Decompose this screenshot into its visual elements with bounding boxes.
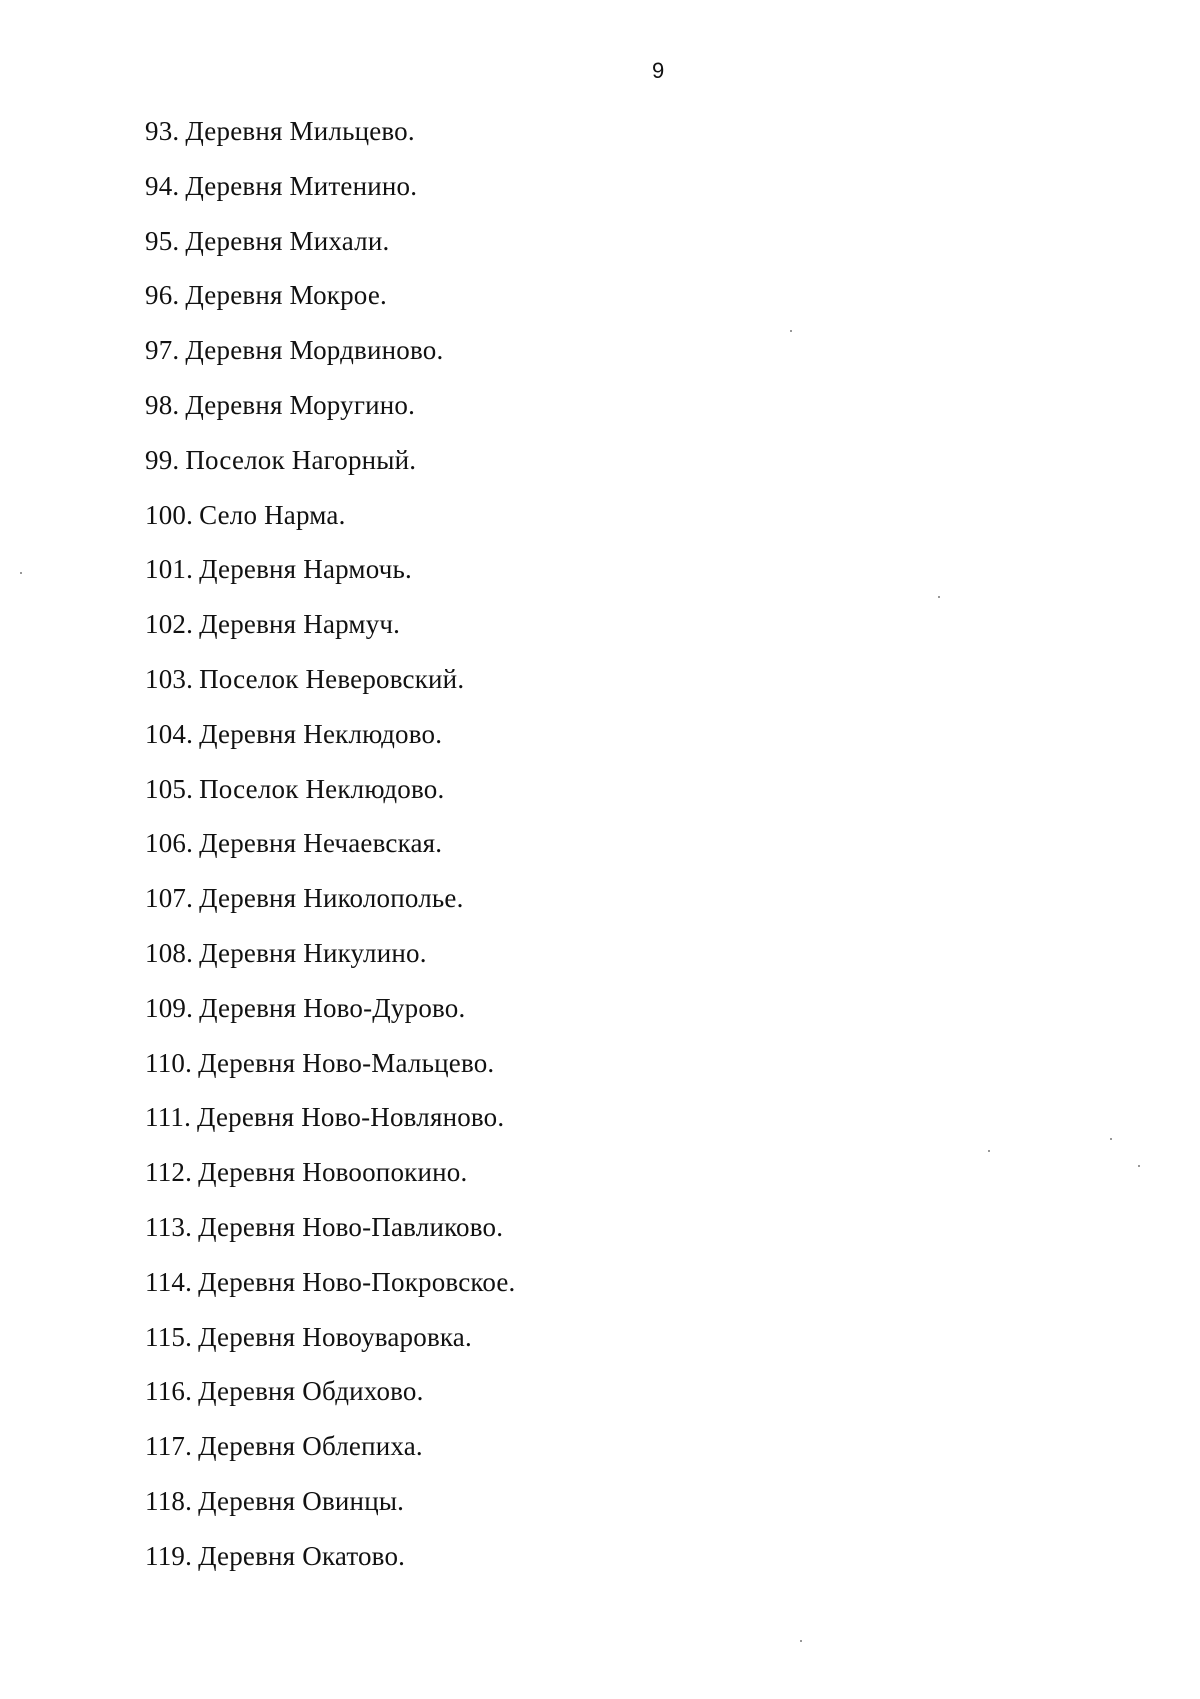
item-text: Деревня Нармуч. [199,609,401,640]
item-number: 107. [145,883,194,914]
item-number: 115. [145,1321,193,1352]
item-text: Деревня Никулино. [199,937,427,968]
item-text: Деревня Нармочь. [199,554,412,585]
list-item [145,1149,516,1204]
item-text: Деревня Мокрое. [185,280,387,311]
list-item [145,382,516,437]
list-item [145,1533,516,1588]
list-item [145,1040,516,1095]
item-text: Деревня Николополье. [199,883,464,914]
list-item [145,218,516,273]
item-text: Деревня Обдихово. [198,1376,424,1407]
item-number: 108. [145,937,194,968]
list-item [145,1478,516,1533]
list-item [145,1314,516,1369]
scan-speck [800,1640,802,1642]
settlement-list [145,108,516,1588]
item-text: Поселок Неклюдово. [199,773,445,804]
scan-speck [20,572,22,574]
item-text: Деревня Ново-Новляново. [197,1102,505,1133]
item-text: Поселок Нагорный. [185,444,417,475]
item-text: Деревня Нечаевская. [199,828,443,859]
item-text: Деревня Ново-Павликово. [198,1211,504,1242]
item-number: 103. [145,663,194,694]
item-text: Деревня Мордвиново. [185,335,444,366]
list-item [145,930,516,985]
item-number: 110. [145,1047,193,1078]
item-text: Деревня Облепиха. [198,1431,423,1462]
list-item [145,327,516,382]
item-text: Поселок Неверовский. [199,663,465,694]
item-text: Деревня Михали. [185,225,390,256]
item-number: 118. [145,1485,193,1516]
item-number: 105. [145,773,194,804]
item-number: 109. [145,992,194,1023]
list-item [145,272,516,327]
item-number: 111. [145,1102,192,1133]
item-number: 97. [145,335,180,366]
list-item [145,1094,516,1149]
item-number: 95. [145,225,180,256]
item-text: Деревня Новоуваровка. [198,1321,472,1352]
item-number: 102. [145,609,194,640]
list-item [145,601,516,656]
item-number: 112. [145,1157,193,1188]
item-text: Деревня Ново-Дурово. [199,992,466,1023]
item-number: 104. [145,718,194,749]
item-number: 98. [145,389,180,420]
item-text: Деревня Моругино. [185,389,416,420]
list-item [145,163,516,218]
scan-speck [1138,1165,1140,1167]
item-number: 101. [145,554,194,585]
item-text: Деревня Овинцы. [198,1485,405,1516]
list-item [145,1423,516,1478]
scan-speck [790,330,792,332]
item-number: 94. [145,170,180,201]
item-number: 106. [145,828,194,859]
list-item [145,985,516,1040]
item-number: 96. [145,280,180,311]
item-text: Деревня Митенино. [185,170,418,201]
item-text: Деревня Мильцево. [185,116,415,146]
item-number: 117. [145,1431,193,1462]
list-item [145,1259,516,1314]
item-number: 99. [145,444,180,475]
item-text: Деревня Новоопокино. [198,1157,468,1188]
list-item [145,1204,516,1259]
item-number: 93. [145,116,180,146]
list-item [145,656,516,711]
item-number: 116. [145,1376,193,1407]
item-text: Деревня Ново-Мальцево. [198,1047,495,1078]
item-text: Деревня Окатово. [198,1540,406,1571]
list-item [145,437,516,492]
list-item [145,820,516,875]
list-item [145,546,516,601]
list-item [145,766,516,821]
item-text: Село Нарма. [199,499,346,530]
item-text: Деревня Неклюдово. [199,718,443,749]
page-number: 9 [652,58,665,83]
list-item [145,875,516,930]
scan-speck [988,1150,990,1152]
item-number: 114. [145,1266,193,1297]
list-item [145,1368,516,1423]
scan-speck [938,596,940,598]
list-item [145,492,516,547]
item-number: 113. [145,1211,193,1242]
item-number: 119. [145,1540,193,1571]
item-text: Деревня Ново-Покровское. [198,1266,516,1297]
list-item [145,711,516,766]
list-item [145,108,516,163]
item-number: 100. [145,499,194,530]
scan-speck [1110,1138,1112,1140]
